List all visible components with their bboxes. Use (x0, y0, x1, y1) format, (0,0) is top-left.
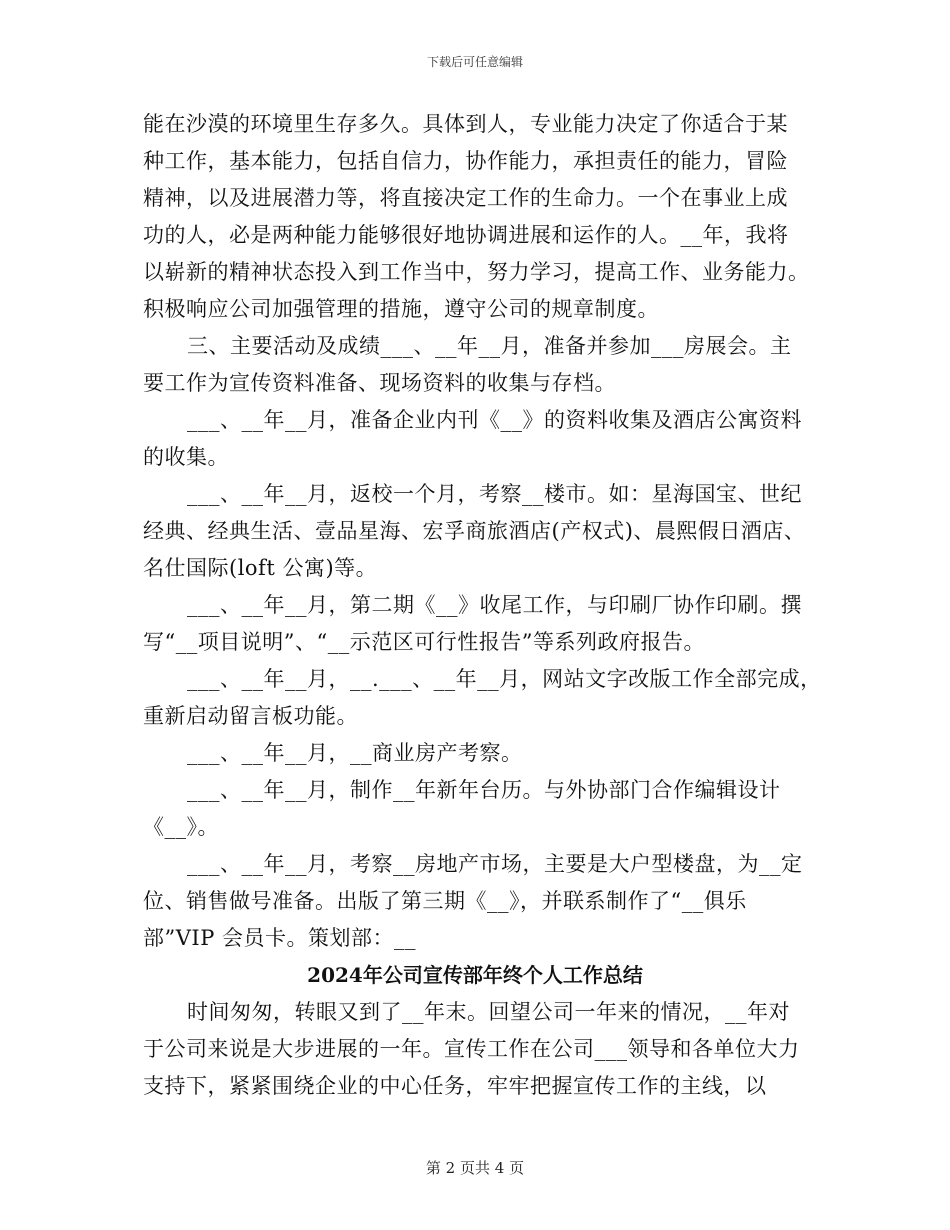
body-line: ___、__年__月，准备企业内刊《__》的资料收集及酒店公寓资料 (187, 408, 802, 432)
body-line: 积极响应公司加强管理的措施，遵守公司的规章制度。 (143, 297, 659, 321)
body-line: 以崭新的精神状态投入到工作当中，努力学习，提高工作、业务能力。 (143, 260, 810, 284)
section-title: 2024年公司宣传部年终个人工作总结 (307, 963, 643, 987)
body-line: 精神，以及进展潜力等，将直接决定工作的生命力。一个在事业上成 (143, 186, 788, 210)
body-line: 能在沙漠的环境里生存多久。具体到人，专业能力决定了你适合于某 (143, 112, 788, 136)
summary-line: 支持下，紧紧围绕企业的中心任务，牢牢把握宣传工作的主线，以 (143, 1074, 767, 1098)
body-line: ___、__年__月，__商业房产考察。 (187, 741, 523, 765)
body-line: 名仕国际(loft 公寓)等。 (143, 556, 378, 580)
body-line: 写“__项目说明”、“__示范区可行性报告”等系列政府报告。 (143, 630, 705, 654)
body-line: 重新启动留言板功能。 (143, 704, 358, 728)
body-line: ___、__年__月，第二期《__》收尾工作，与印刷厂协作印刷。撰 (187, 593, 802, 617)
body-line: 要工作为宣传资料准备、现场资料的收集与存档。 (143, 371, 616, 395)
body-line: ___、__年__月，返校一个月，考察__楼市。如：星海国宝、世纪 (187, 482, 802, 506)
body-line: 种工作，基本能力，包括自信力，协作能力，承担责任的能力，冒险 (143, 149, 788, 173)
body-line: ___、__年__月，考察__房地产市场，主要是大户型楼盘，为__定 (187, 852, 803, 876)
body-line: 《__》。 (143, 815, 219, 839)
summary-line: 于公司来说是大步进展的一年。宣传工作在公司___领导和各单位大力 (143, 1037, 800, 1061)
body-line: ___、__年__月，__.___、__年__月，网站文字改版工作全部完成， (187, 667, 822, 691)
body-line: 位、销售做号准备。出版了第三期《__》，并联系制作了“__俱乐 (143, 889, 747, 913)
body-line: 三、主要活动及成绩___、__年__月，准备并参加___房展会。主 (187, 334, 792, 358)
summary-line: 时间匆匆，转眼又到了__年末。回望公司一年来的情况，__年对 (187, 1000, 790, 1024)
body-line: 经典、经典生活、壹品星海、宏孚商旅酒店(产权式)、晨熙假日酒店、 (143, 519, 806, 543)
body-line: 部”VIP 会员卡。策划部：__ (143, 926, 417, 950)
page-header: 下载后可任意编辑 (426, 55, 523, 69)
body-line: 的收集。 (143, 445, 229, 469)
body-line: ___、__年__月，制作__年新年台历。与外协部门合作编辑设计 (187, 778, 781, 802)
page-number: 第 2 页共 4 页 (425, 1159, 525, 1177)
body-line: 功的人，必是两种能力能够很好地协调进展和运作的人。__年，我将 (143, 223, 789, 247)
